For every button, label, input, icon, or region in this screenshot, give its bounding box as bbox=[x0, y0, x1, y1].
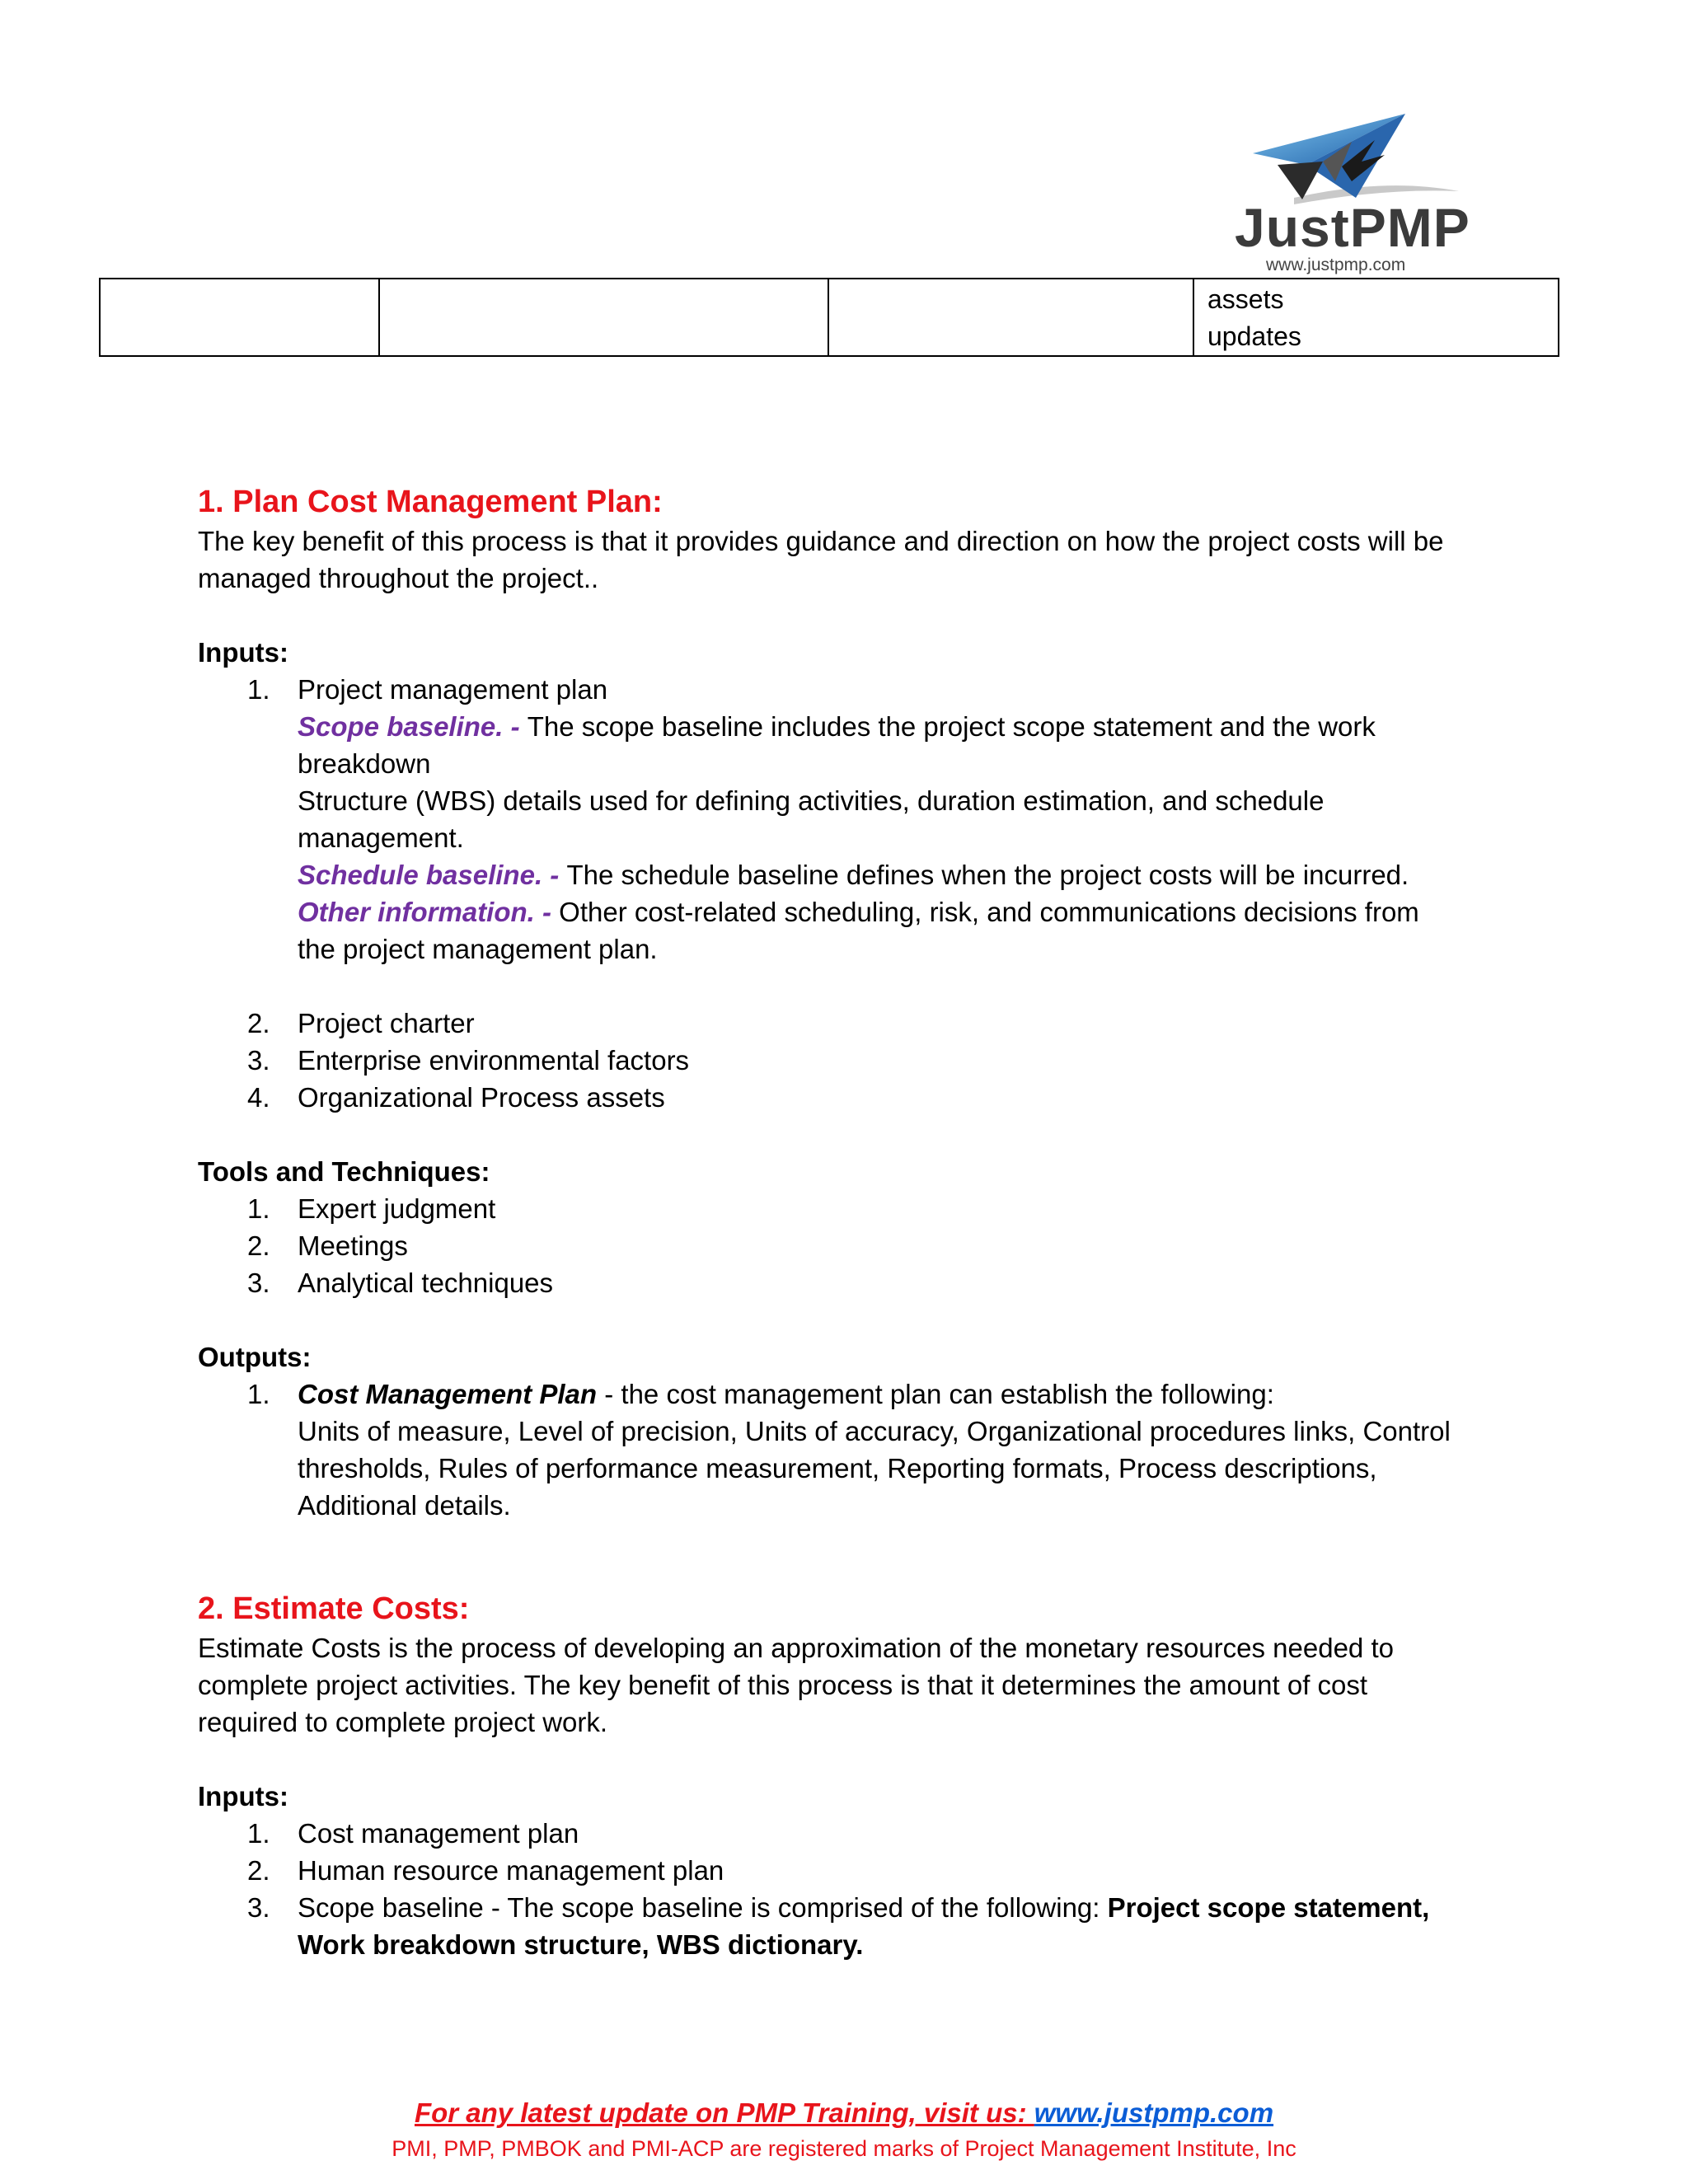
footer-link[interactable]: www.justpmp.com bbox=[1034, 2097, 1274, 2128]
cell-line: updates bbox=[1207, 321, 1301, 351]
list-item: Organizational Process assets bbox=[298, 1082, 665, 1113]
list-item: Project charter bbox=[298, 1008, 475, 1038]
scope-baseline-line: breakdown bbox=[298, 748, 431, 779]
list-number: 3. bbox=[247, 1268, 270, 1298]
footer-trademark: PMI, PMP, PMBOK and PMI-ACP are registered marks of Project Management Institute, Inc bbox=[392, 2136, 1296, 2161]
list-number: 1. bbox=[247, 1379, 270, 1409]
output-line bbox=[298, 1376, 1274, 1413]
table-cell bbox=[828, 279, 1193, 356]
section2-inputs-label: Inputs: bbox=[198, 1781, 288, 1811]
list-number: 2. bbox=[247, 1230, 270, 1261]
list-item: Cost management plan bbox=[298, 1818, 579, 1849]
table-row bbox=[100, 279, 1559, 356]
justpmp-logo bbox=[1228, 107, 1484, 276]
section1-intro-line: managed throughout the project.. bbox=[198, 563, 599, 593]
list-number: 2. bbox=[247, 1008, 270, 1038]
section2-intro-line: complete project activities. The key benefit of this process is that it determines the amount of cost bbox=[198, 1670, 1368, 1700]
section1-inputs-label: Inputs: bbox=[198, 637, 288, 668]
logo-wordmark: JustPMP bbox=[1235, 197, 1470, 258]
output-line: Additional details. bbox=[298, 1490, 511, 1521]
scope-baseline-text: Scope baseline - The scope baseline is comprised of the following: bbox=[298, 1892, 1108, 1923]
list-item: Expert judgment bbox=[298, 1193, 496, 1224]
list-item: Enterprise environmental factors bbox=[298, 1045, 690, 1076]
section2-intro-line: Estimate Costs is the process of developing an approximation of the monetary resources needed to bbox=[198, 1633, 1394, 1663]
top-table bbox=[99, 278, 1559, 357]
list-number: 3. bbox=[247, 1045, 270, 1076]
list-item: Meetings bbox=[298, 1230, 408, 1261]
scope-baseline-text: The scope baseline includes the project scope statement and the work bbox=[527, 711, 1376, 742]
other-information-label: Other information. - bbox=[298, 897, 560, 927]
section2-heading: 2. Estimate Costs: bbox=[198, 1591, 470, 1626]
list-number: 1. bbox=[247, 1818, 270, 1849]
cell-line: assets bbox=[1207, 284, 1284, 314]
list-item: Human resource management plan bbox=[298, 1855, 724, 1886]
other-information-text: Other cost-related scheduling, risk, and communications decisions from bbox=[559, 897, 1419, 927]
cost-management-plan-title: Cost Management Plan bbox=[298, 1379, 598, 1409]
scope-baseline-bold: Project scope statement, bbox=[1107, 1892, 1430, 1923]
table-cell bbox=[379, 279, 828, 356]
list-item: Analytical techniques bbox=[298, 1268, 554, 1298]
section1-intro-line: The key benefit of this process is that it provides guidance and direction on how the project costs will be bbox=[198, 526, 1444, 556]
schedule-baseline-text: The schedule baseline defines when the project costs will be incurred. bbox=[566, 860, 1409, 890]
other-information-line: the project management plan. bbox=[298, 934, 658, 964]
footer-promo bbox=[0, 2097, 1688, 2129]
scope-baseline-line: Structure (WBS) details used for defining activities, duration estimation, and schedule bbox=[298, 785, 1325, 816]
cost-management-plan-text: - the cost management plan can establish the following: bbox=[597, 1379, 1274, 1409]
section1-outputs-label: Outputs: bbox=[198, 1342, 312, 1372]
list-number: 4. bbox=[247, 1082, 270, 1113]
table-cell bbox=[1193, 279, 1559, 356]
table-cell-text bbox=[1194, 279, 1558, 355]
list-number: 1. bbox=[247, 1193, 270, 1224]
output-line: thresholds, Rules of performance measurement, Reporting formats, Process descriptions, bbox=[298, 1453, 1377, 1483]
section1-tools-label: Tools and Techniques: bbox=[198, 1156, 490, 1187]
list-item: Project management plan bbox=[298, 674, 608, 705]
list-number: 1. bbox=[247, 674, 270, 705]
scope-baseline-line bbox=[298, 708, 1376, 745]
scope-baseline-line: management. bbox=[298, 823, 464, 853]
scope-baseline-bold-line: Work breakdown structure, WBS dictionary. bbox=[298, 1929, 864, 1960]
section1-heading: 1. Plan Cost Management Plan: bbox=[198, 485, 663, 519]
table-cell bbox=[100, 279, 379, 356]
other-information-line bbox=[298, 893, 1419, 930]
list-number: 3. bbox=[247, 1892, 270, 1923]
schedule-baseline-label: Schedule baseline. - bbox=[298, 860, 567, 890]
scope-baseline-label: Scope baseline. - bbox=[298, 711, 528, 742]
footer-promo-text: For any latest update on PMP Training, visit us: bbox=[414, 2097, 1034, 2128]
logo-url: www.justpmp.com bbox=[1266, 255, 1406, 274]
schedule-baseline-line bbox=[298, 856, 1409, 893]
list-number: 2. bbox=[247, 1855, 270, 1886]
list-item bbox=[298, 1889, 1429, 1926]
output-line: Units of measure, Level of precision, Units of accuracy, Organizational procedures links, Control bbox=[298, 1416, 1451, 1446]
section2-intro-line: required to complete project work. bbox=[198, 1707, 608, 1737]
